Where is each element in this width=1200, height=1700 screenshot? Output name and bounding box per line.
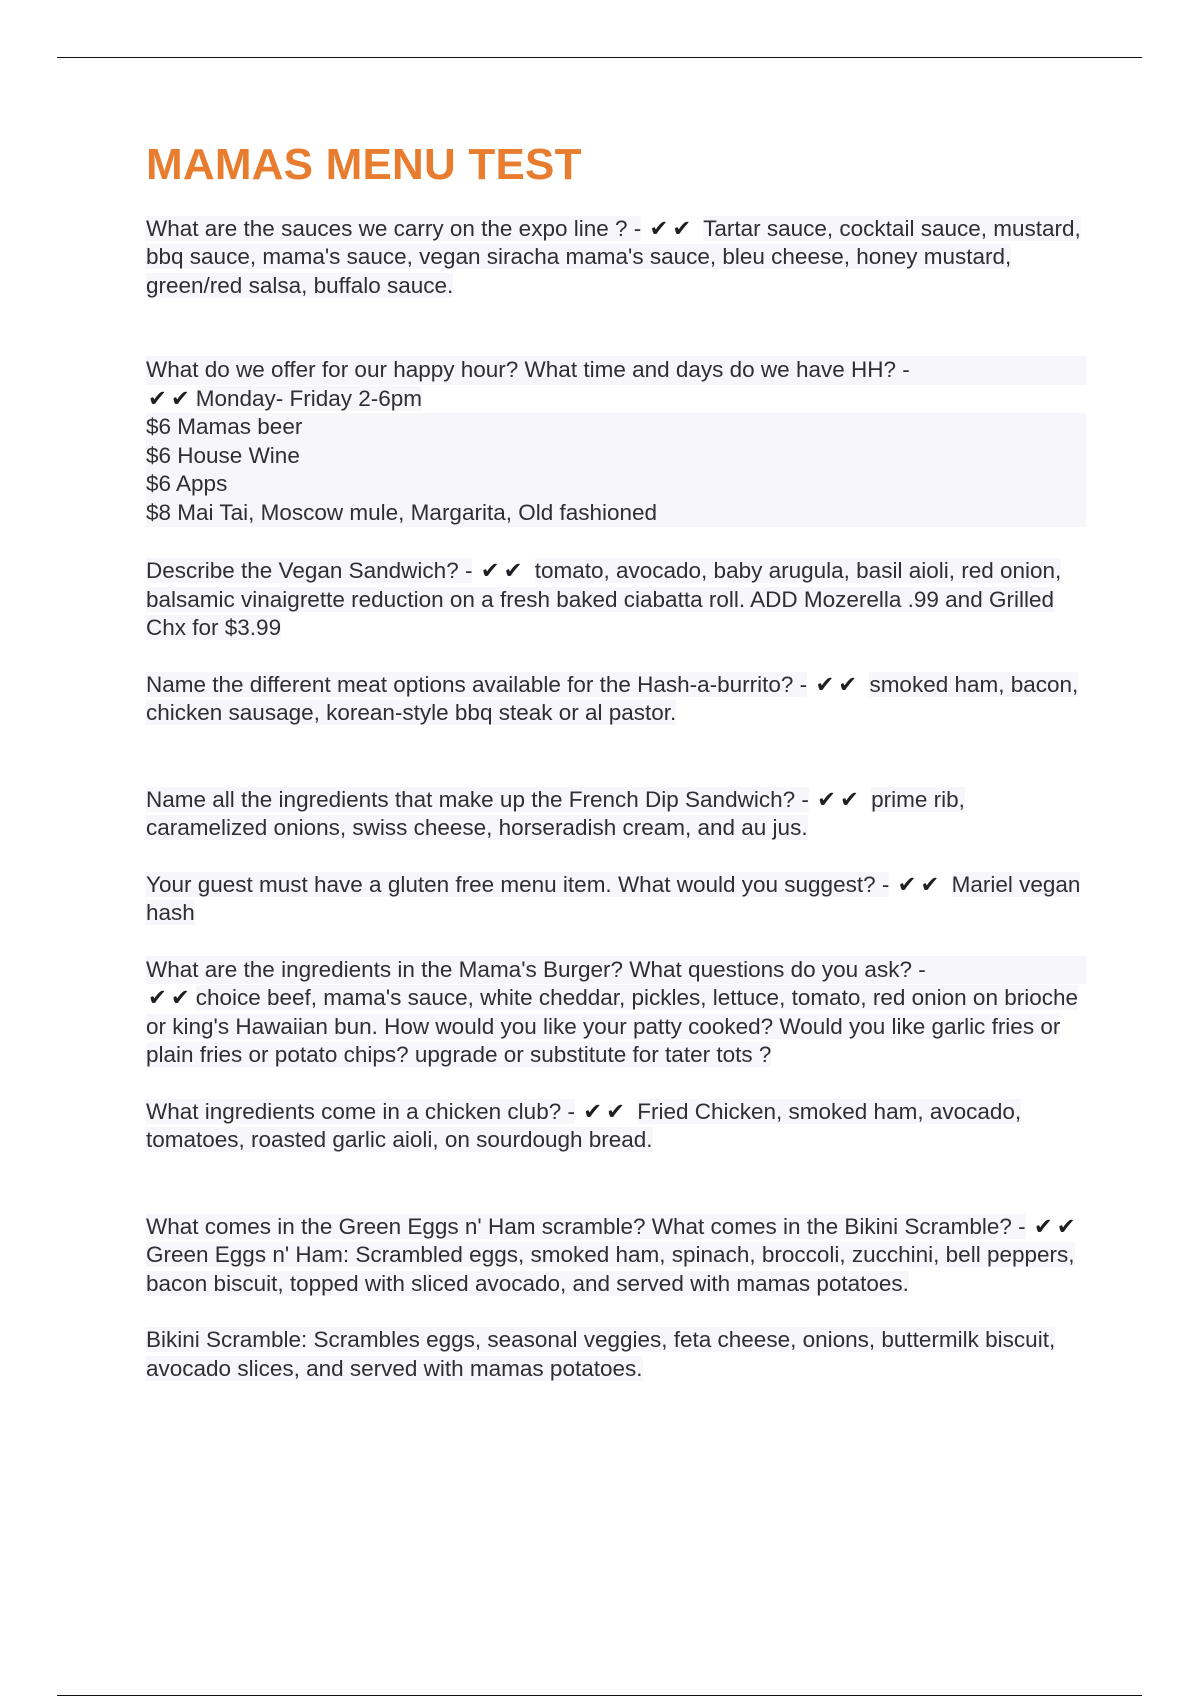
double-check-icon: ✔✔ [649,215,696,241]
bottom-rule [57,1695,1142,1696]
answer-text: smoked ham, bacon, chicken sausage, korean-style bbq steak or al pastor. [146,671,1079,726]
document-body [146,140,1086,1383]
qa-item-french-dip [146,786,1086,843]
qa-item-hash-a-burrito [146,671,1086,728]
answer-text: choice beef, mama's sauce, white cheddar, pickles, lettuce, tomato, red onion on brioche or king's Hawaiian bun. How would you like your patty cooked? Would you like garlic fries or plain fries or potato chips? upgrade or substitute for tater tots ? [146,985,1079,1068]
qa-item-mamas-burger [146,956,1086,1070]
double-check-icon: ✔✔ [815,671,862,697]
answer-text: Green Eggs n' Ham: Scrambled eggs, smoked ham, spinach, broccoli, zucchini, bell peppers, bacon biscuit, topped with sliced avocado, and served with mamas potatoes. [146,1242,1075,1296]
question-text: What ingredients come in a chicken club? - [146,1098,575,1124]
answer-line: $6 Apps [146,470,1086,499]
double-check-icon: ✔✔ [817,786,863,812]
top-rule [57,57,1142,58]
question-text: What do we offer for our happy hour? What time and days do we have HH? - [146,356,1086,385]
question-text: Describe the Vegan Sandwich? - [146,558,473,584]
qa-item-scrambles [146,1213,1086,1299]
double-check-icon: ✔✔ [897,871,944,897]
qa-item-sauces [146,215,1086,301]
question-text: Name all the ingredients that make up the French Dip Sandwich? - [146,786,809,812]
answer-text: Tartar sauce, cocktail sauce, mustard, bbq sauce, mama's sauce, vegan siracha mama's sauce, bleu cheese, honey mustard, green/red salsa, buffalo sauce. [146,215,1081,298]
double-check-icon: ✔✔ [583,1098,629,1124]
answer-line: $6 House Wine [146,442,1086,471]
answer-text: tomato, avocado, baby arugula, basil aioli, red onion, balsamic vinaigrette reduction on a fresh baked ciabatta roll. ADD Mozerella .99 and Grilled Chx for $3.99 [146,558,1062,641]
answer-line: Monday- Friday 2-6pm [195,385,423,411]
double-check-icon: ✔✔ [1033,1213,1080,1239]
answer-text: Mariel vegan hash [146,871,1081,926]
double-check-icon: ✔✔ [148,985,194,1011]
qa-item-chicken-club [146,1098,1086,1155]
double-check-icon: ✔✔ [480,558,527,584]
question-text: What are the sauces we carry on the expo line ? - [146,215,642,241]
qa-item-gluten-free [146,871,1086,928]
answer-text: prime rib, caramelized onions, swiss cheese, horseradish cream, and au jus. [146,786,965,841]
qa-item-happy-hour [146,356,1086,527]
qa-item-scrambles-continued [146,1326,1086,1383]
question-text: What comes in the Green Eggs n' Ham scramble? What comes in the Bikini Scramble? - [146,1213,1026,1239]
question-text: Your guest must have a gluten free menu item. What would you suggest? - [146,871,890,897]
answer-text: Bikini Scramble: Scrambles eggs, seasonal veggies, feta cheese, onions, buttermilk biscuit, avocado slices, and served with mamas potatoes. [146,1327,1056,1381]
question-text: What are the ingredients in the Mama's Burger? What questions do you ask? - [146,956,1086,985]
answer-text: Fried Chicken, smoked ham, avocado, tomatoes, roasted garlic aioli, on sourdough bread. [146,1098,1022,1153]
question-text: Name the different meat options available for the Hash-a-burrito? - [146,671,808,697]
answer-line: $6 Mamas beer [146,413,1086,442]
qa-item-vegan-sandwich [146,557,1086,643]
double-check-icon: ✔✔ [148,385,194,411]
page-title: MAMAS MENU TEST [146,140,582,189]
answer-line: $8 Mai Tai, Moscow mule, Margarita, Old fashioned [146,499,1086,528]
